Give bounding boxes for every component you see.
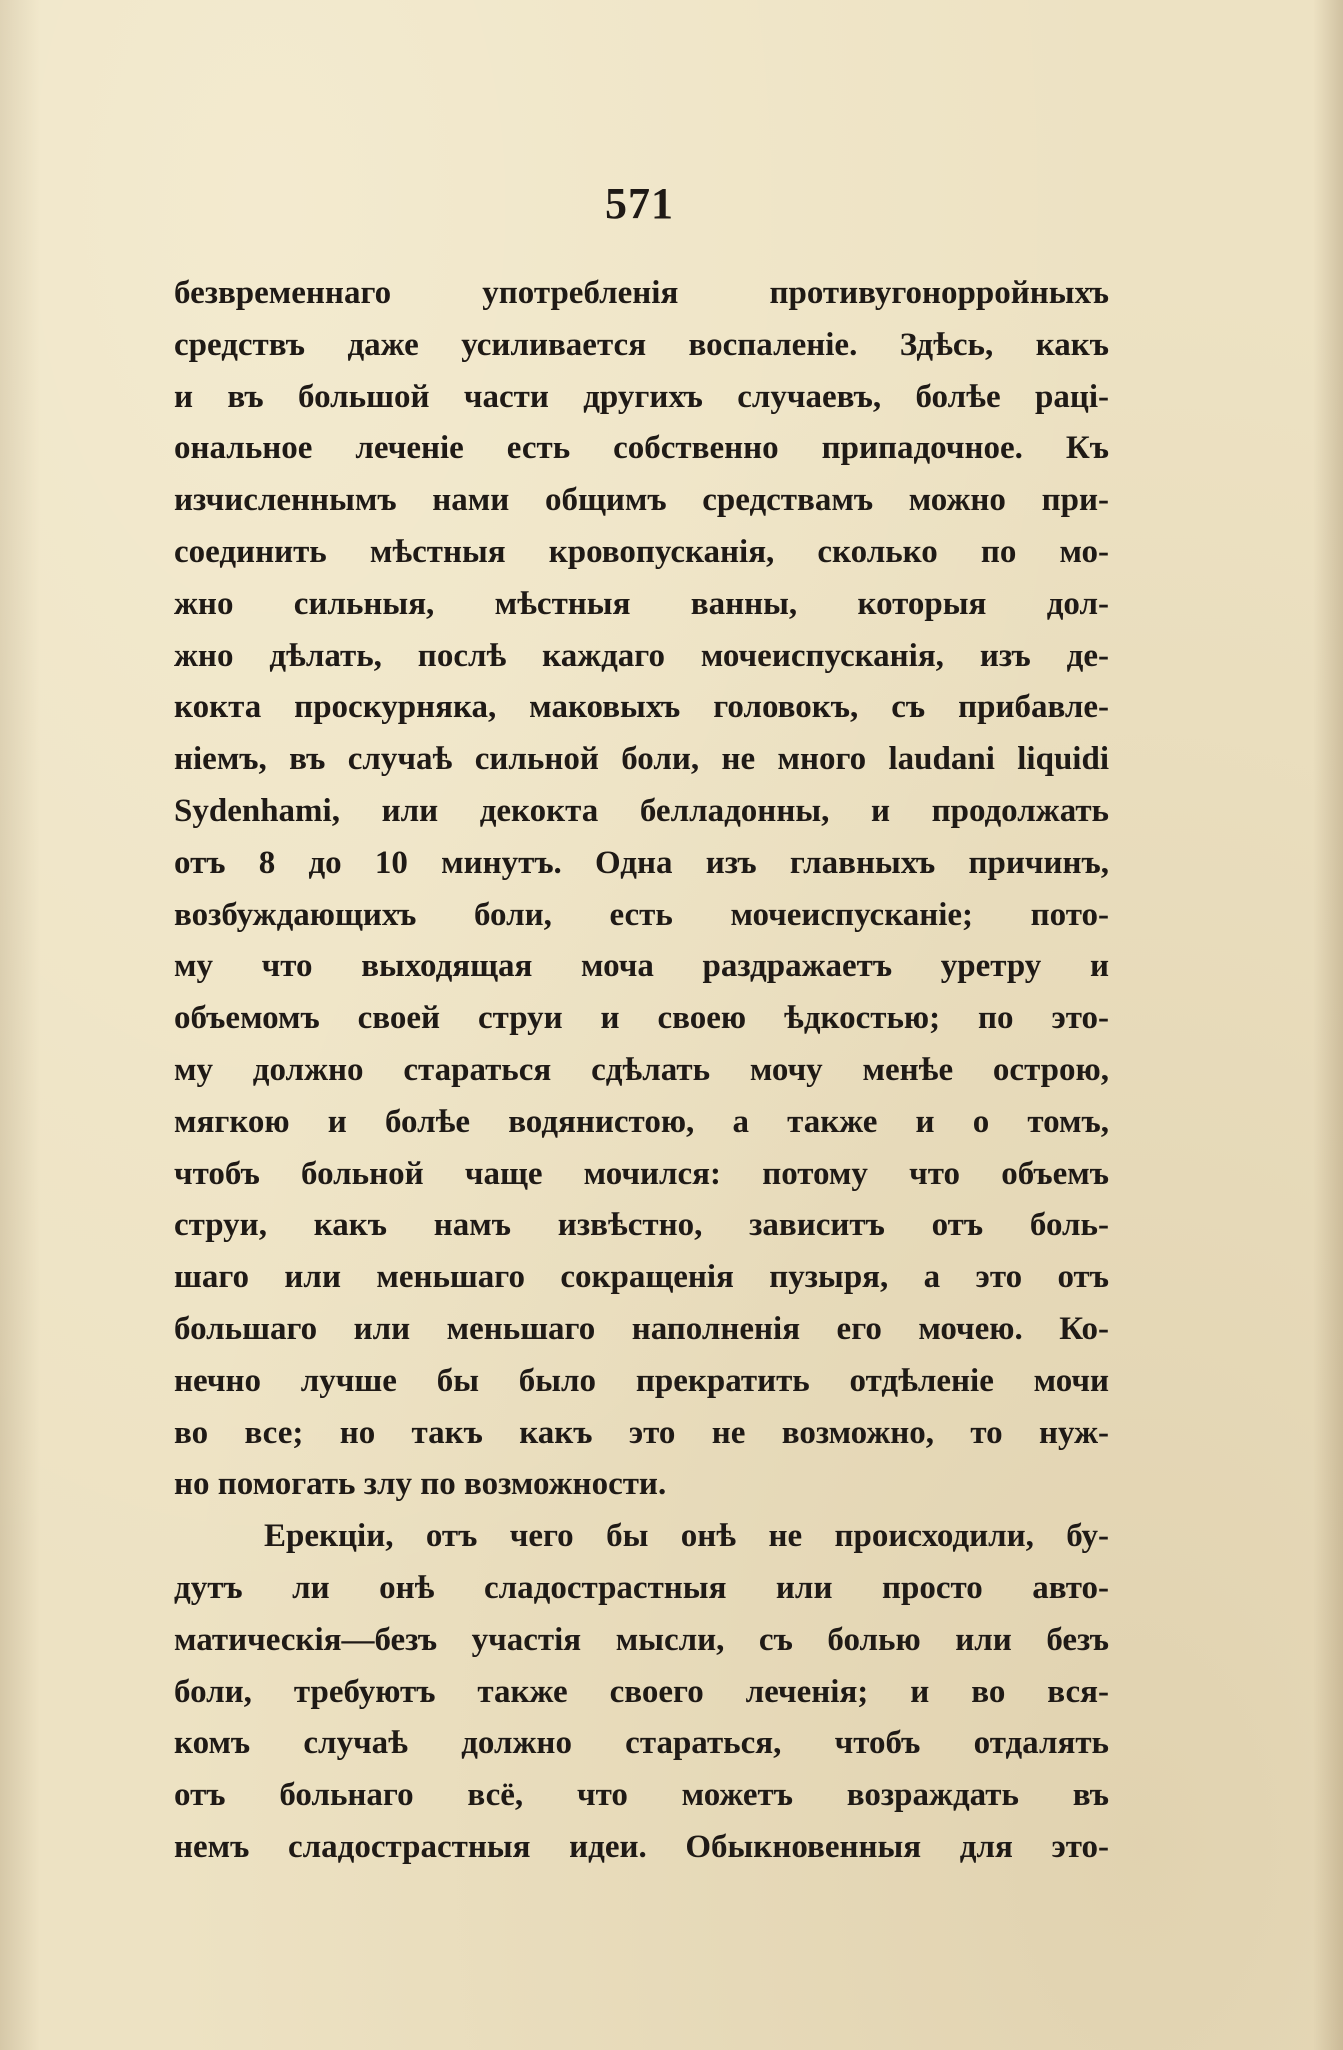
- text-line: средствъ даже усиливается воспаленіе. Здѣсь, какъ: [174, 326, 1109, 363]
- text-line: матическія—безъ участія мысли, съ болью или безъ: [174, 1621, 1109, 1658]
- text-line: объемомъ своей струи и своею ѣдкостью; по это-: [174, 1000, 1109, 1037]
- text-line: чтобъ больной чаще мочился: потому что объемъ: [174, 1155, 1109, 1192]
- text-line: безвременнаго употребленія противугонорройныхъ: [174, 275, 1109, 311]
- text-line: струи, какъ намъ извѣстно, зависитъ отъ боль-: [174, 1207, 1109, 1244]
- text-line: шаго или меньшаго сокращенія пузыря, а это отъ: [174, 1259, 1109, 1296]
- text-line: жно сильныя, мѣстныя ванны, которыя дол-: [174, 585, 1109, 622]
- text-line: соединить мѣстныя кровопусканія, сколько по мо-: [174, 533, 1109, 570]
- text-line: му что выходящая моча раздражаетъ уретру и: [174, 948, 1109, 985]
- text-line: дутъ ли онѣ сладострастныя или просто авто-: [174, 1569, 1109, 1606]
- text-line: отъ 8 до 10 минутъ. Одна изъ главныхъ причинъ,: [174, 844, 1109, 881]
- text-line: во все; но такъ какъ это не возможно, то нуж-: [174, 1414, 1109, 1451]
- text-line: кокта проскурняка, маковыхъ головокъ, съ прибавле-: [174, 689, 1109, 726]
- text-line: комъ случаѣ должно стараться, чтобъ отдалять: [174, 1725, 1109, 1762]
- text-line: возбуждающихъ боли, есть мочеиспусканіе; пото-: [174, 896, 1109, 933]
- text-line: Sydenhami, или декокта белладонны, и продолжать: [174, 792, 1109, 829]
- text-line: но помогать злу по возможности.: [174, 1466, 667, 1503]
- text-line: отъ больнаго всё, что можетъ возраждать въ: [174, 1777, 1109, 1814]
- text-line: му должно стараться сдѣлать мочу менѣе острою,: [174, 1051, 1109, 1088]
- text-line: ніемъ, въ случаѣ сильной боли, не много laudani liquidi: [174, 741, 1109, 778]
- text-line: нечно лучше бы было прекратить отдѣленіе мочи: [174, 1362, 1109, 1399]
- text-line: немъ сладострастныя идеи. Обыкновенныя для это-: [174, 1828, 1109, 1865]
- text-line: Ерекціи, отъ чего бы онѣ не происходили, бу-: [264, 1518, 1109, 1555]
- page-number: 571: [605, 179, 674, 228]
- text-line: мягкою и болѣе водянистою, а также и о томъ,: [174, 1103, 1109, 1140]
- text-line: жно дѣлать, послѣ каждаго мочеиспусканія, изъ де-: [174, 637, 1109, 674]
- text-line: изчисленнымъ нами общимъ средствамъ можно при-: [174, 482, 1109, 519]
- text-line: ональное леченіе есть собственно припадочное. Къ: [174, 430, 1109, 467]
- text-line: и въ большой части другихъ случаевъ, болѣе раці-: [174, 378, 1109, 415]
- text-line: большаго или меньшаго наполненія его мочею. Ко-: [174, 1310, 1109, 1347]
- text-line: боли, требуютъ также своего леченія; и во вся-: [174, 1673, 1109, 1710]
- body-text: [174, 268, 1109, 1874]
